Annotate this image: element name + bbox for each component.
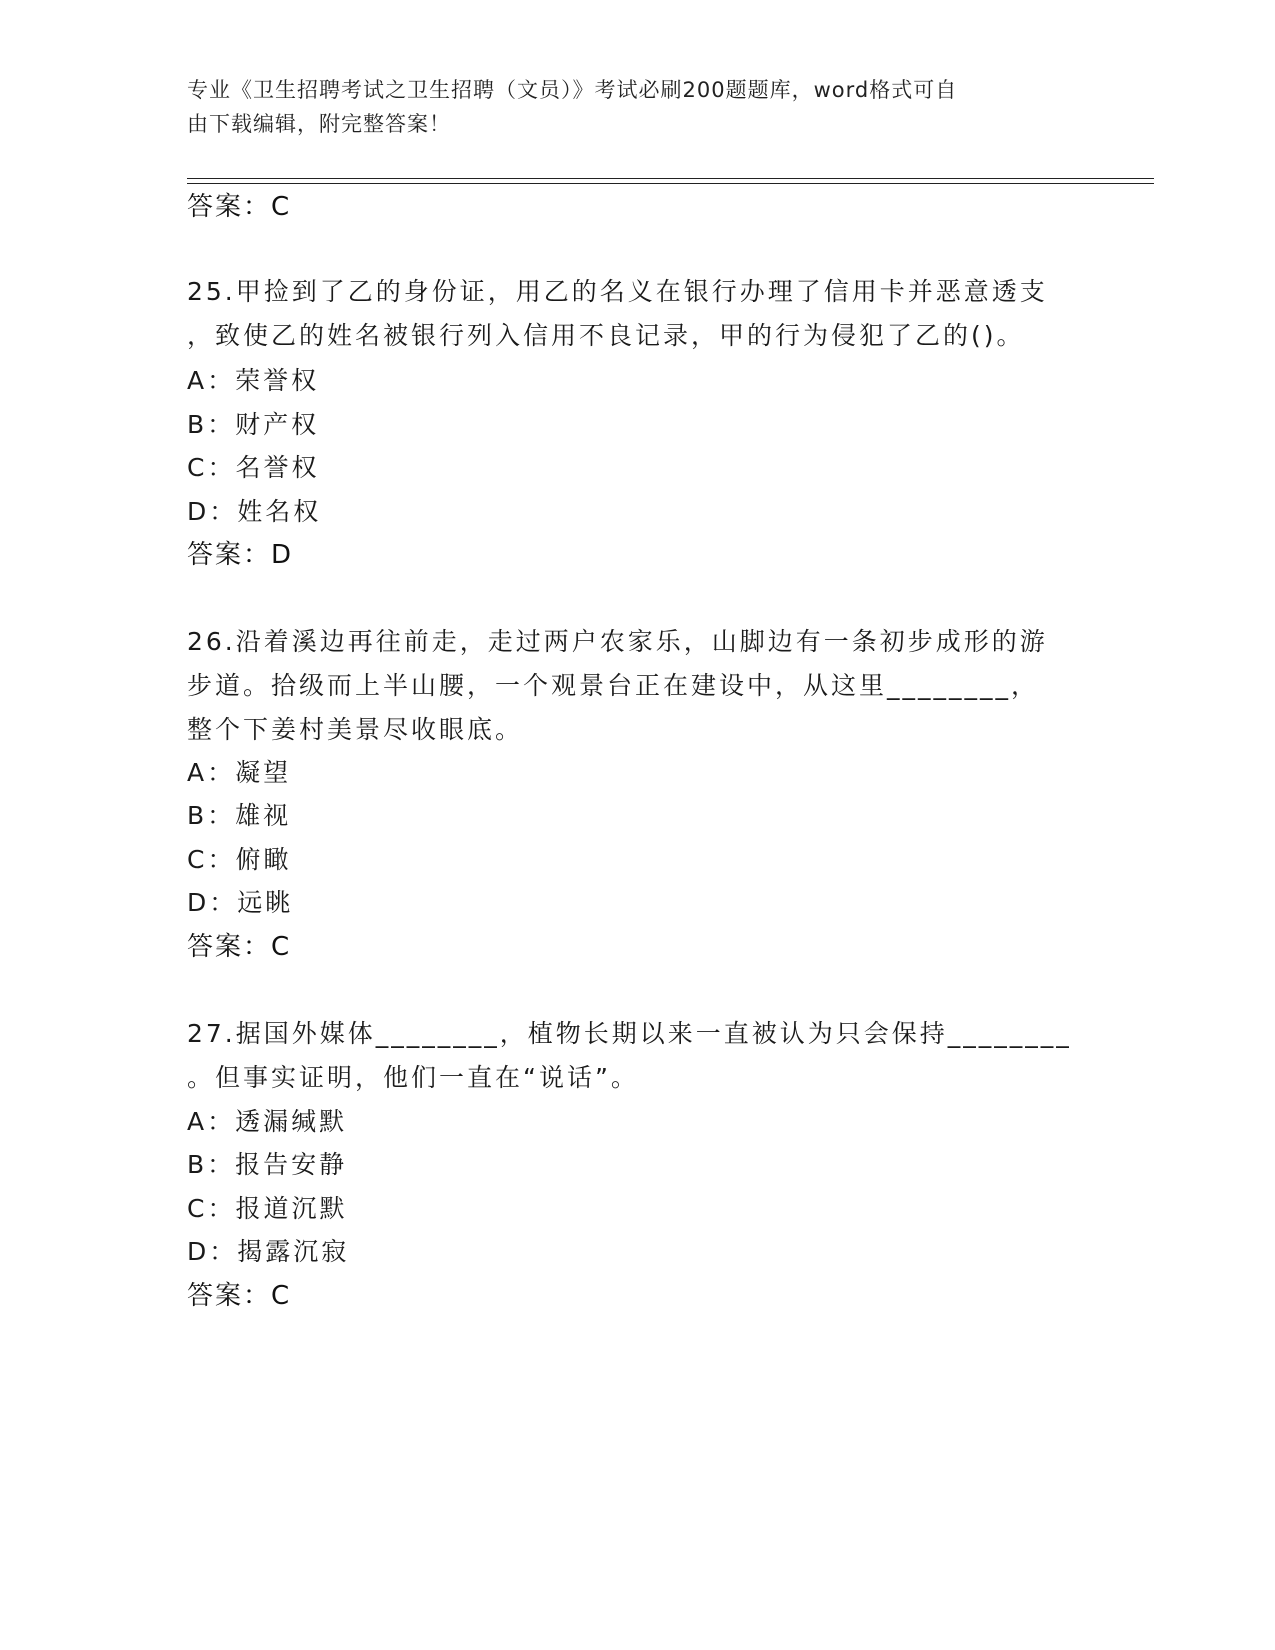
- header-line-1: 专业《卫生招聘考试之卫生招聘（文员）》考试必刷200题题库，word格式可自: [187, 78, 958, 102]
- question-27-option-d: D：揭露沉寂: [187, 1237, 350, 1266]
- document-header: [187, 73, 1067, 141]
- question-25-option-d: D：姓名权: [187, 497, 322, 526]
- question-26-option-d: D：远眺: [187, 888, 294, 917]
- question-27-answer: 答案：C: [187, 1281, 292, 1311]
- question-27-stem-line-1: 27.据国外媒体________，植物长期以来一直被认为只会保持________: [187, 1019, 1072, 1048]
- question-26-stem-line-3: 整个下姜村美景尽收眼底。: [187, 715, 524, 744]
- question-27-option-c: C：报道沉默: [187, 1194, 348, 1223]
- answer-previous: 答案：C: [187, 192, 292, 222]
- question-25-option-b: B：财产权: [187, 410, 320, 439]
- question-26-answer: 答案：C: [187, 932, 292, 962]
- question-26-stem-line-2: 步道。拾级而上半山腰，一个观景台正在建设中，从这里________，: [187, 671, 1040, 700]
- question-26-option-b: B：雄视: [187, 801, 292, 830]
- question-27-option-a: A：透漏缄默: [187, 1107, 348, 1136]
- question-25-stem-line-2: ，致使乙的姓名被银行列入信用不良记录，甲的行为侵犯了乙的()。: [187, 321, 1025, 350]
- question-25-answer: 答案：D: [187, 540, 294, 570]
- question-27-option-b: B：报告安静: [187, 1150, 348, 1179]
- question-26-option-c: C：俯瞰: [187, 845, 292, 874]
- header-rule-top: [187, 178, 1154, 179]
- header-rule-bottom: [187, 183, 1154, 184]
- question-25-stem-line-1: 25.甲捡到了乙的身份证，用乙的名义在银行办理了信用卡并恶意透支: [187, 277, 1048, 306]
- question-27-stem-line-2: 。但事实证明，他们一直在“说话”。: [187, 1063, 639, 1092]
- header-line-2: 由下载编辑，附完整答案！: [187, 112, 451, 136]
- question-25-option-c: C：名誉权: [187, 453, 320, 482]
- question-26-stem-line-1: 26.沿着溪边再往前走，走过两户农家乐，山脚边有一条初步成形的游: [187, 627, 1048, 656]
- question-25-option-a: A：荣誉权: [187, 366, 320, 395]
- question-26-option-a: A：凝望: [187, 758, 292, 787]
